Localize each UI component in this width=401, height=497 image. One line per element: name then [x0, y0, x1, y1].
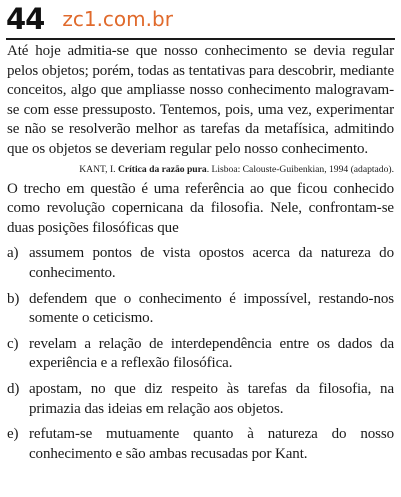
- question-header: [6, 2, 173, 36]
- option-b[interactable]: [7, 290, 394, 329]
- option-text: apostam, no que diz respeito às tarefas da filosofia, na primazia das ideias em relação aos objetos.: [29, 380, 394, 417]
- option-c[interactable]: [7, 335, 394, 374]
- citation-title: Crítica da razão pura: [117, 163, 207, 175]
- option-letter: b): [7, 290, 20, 307]
- option-text: revelam a relação de interdependência entre os dados da experiência e a reflexão filosófica.: [29, 335, 394, 372]
- citation: [7, 163, 394, 177]
- option-letter: e): [7, 426, 19, 443]
- option-a[interactable]: [7, 244, 394, 283]
- option-letter: d): [7, 380, 20, 397]
- citation-details: . Lisboa: Calouste-Guibenkian, 1994 (adaptado).: [206, 163, 394, 175]
- question-stem: O trecho em questão é uma referência ao que ficou conhecido como revolução copernicana da filosofia. Nele, confrontam-se duas posições filosóficas que: [7, 180, 394, 236]
- site-name: zc1.com.br: [62, 7, 173, 31]
- option-text: assumem pontos de vista opostos acerca da natureza do conhecimento.: [29, 245, 394, 281]
- question-body: [7, 42, 394, 470]
- option-letter: c): [7, 335, 19, 352]
- option-e[interactable]: [7, 425, 394, 464]
- option-letter: a): [7, 245, 19, 262]
- citation-author: KANT, I.: [79, 163, 116, 175]
- option-d[interactable]: [7, 380, 394, 419]
- option-text: refutam-se mutuamente quanto à natureza do nosso conhecimento e são ambas recusadas por Kant.: [29, 426, 394, 462]
- header-divider: [6, 38, 395, 40]
- option-text: defendem que o conhecimento é impossível, restando-nos somente o ceticismo.: [29, 290, 394, 327]
- passage-text: Até hoje admitia-se que nosso conhecimento se devia regular pelos objetos; porém, todas as tentativas para descobrir, mediante conceitos, algo que ampliasse nosso conhecimento malogravam-se com esse pressuposto. Tentemos, pois, uma vez, experimentar se não se resolverão melhor as tarefas da metafísica, admitindo que os objetos se deveriam regular pelo nosso conhecimento.: [7, 43, 394, 157]
- question-number: 44: [6, 1, 45, 36]
- answer-options: [7, 244, 394, 464]
